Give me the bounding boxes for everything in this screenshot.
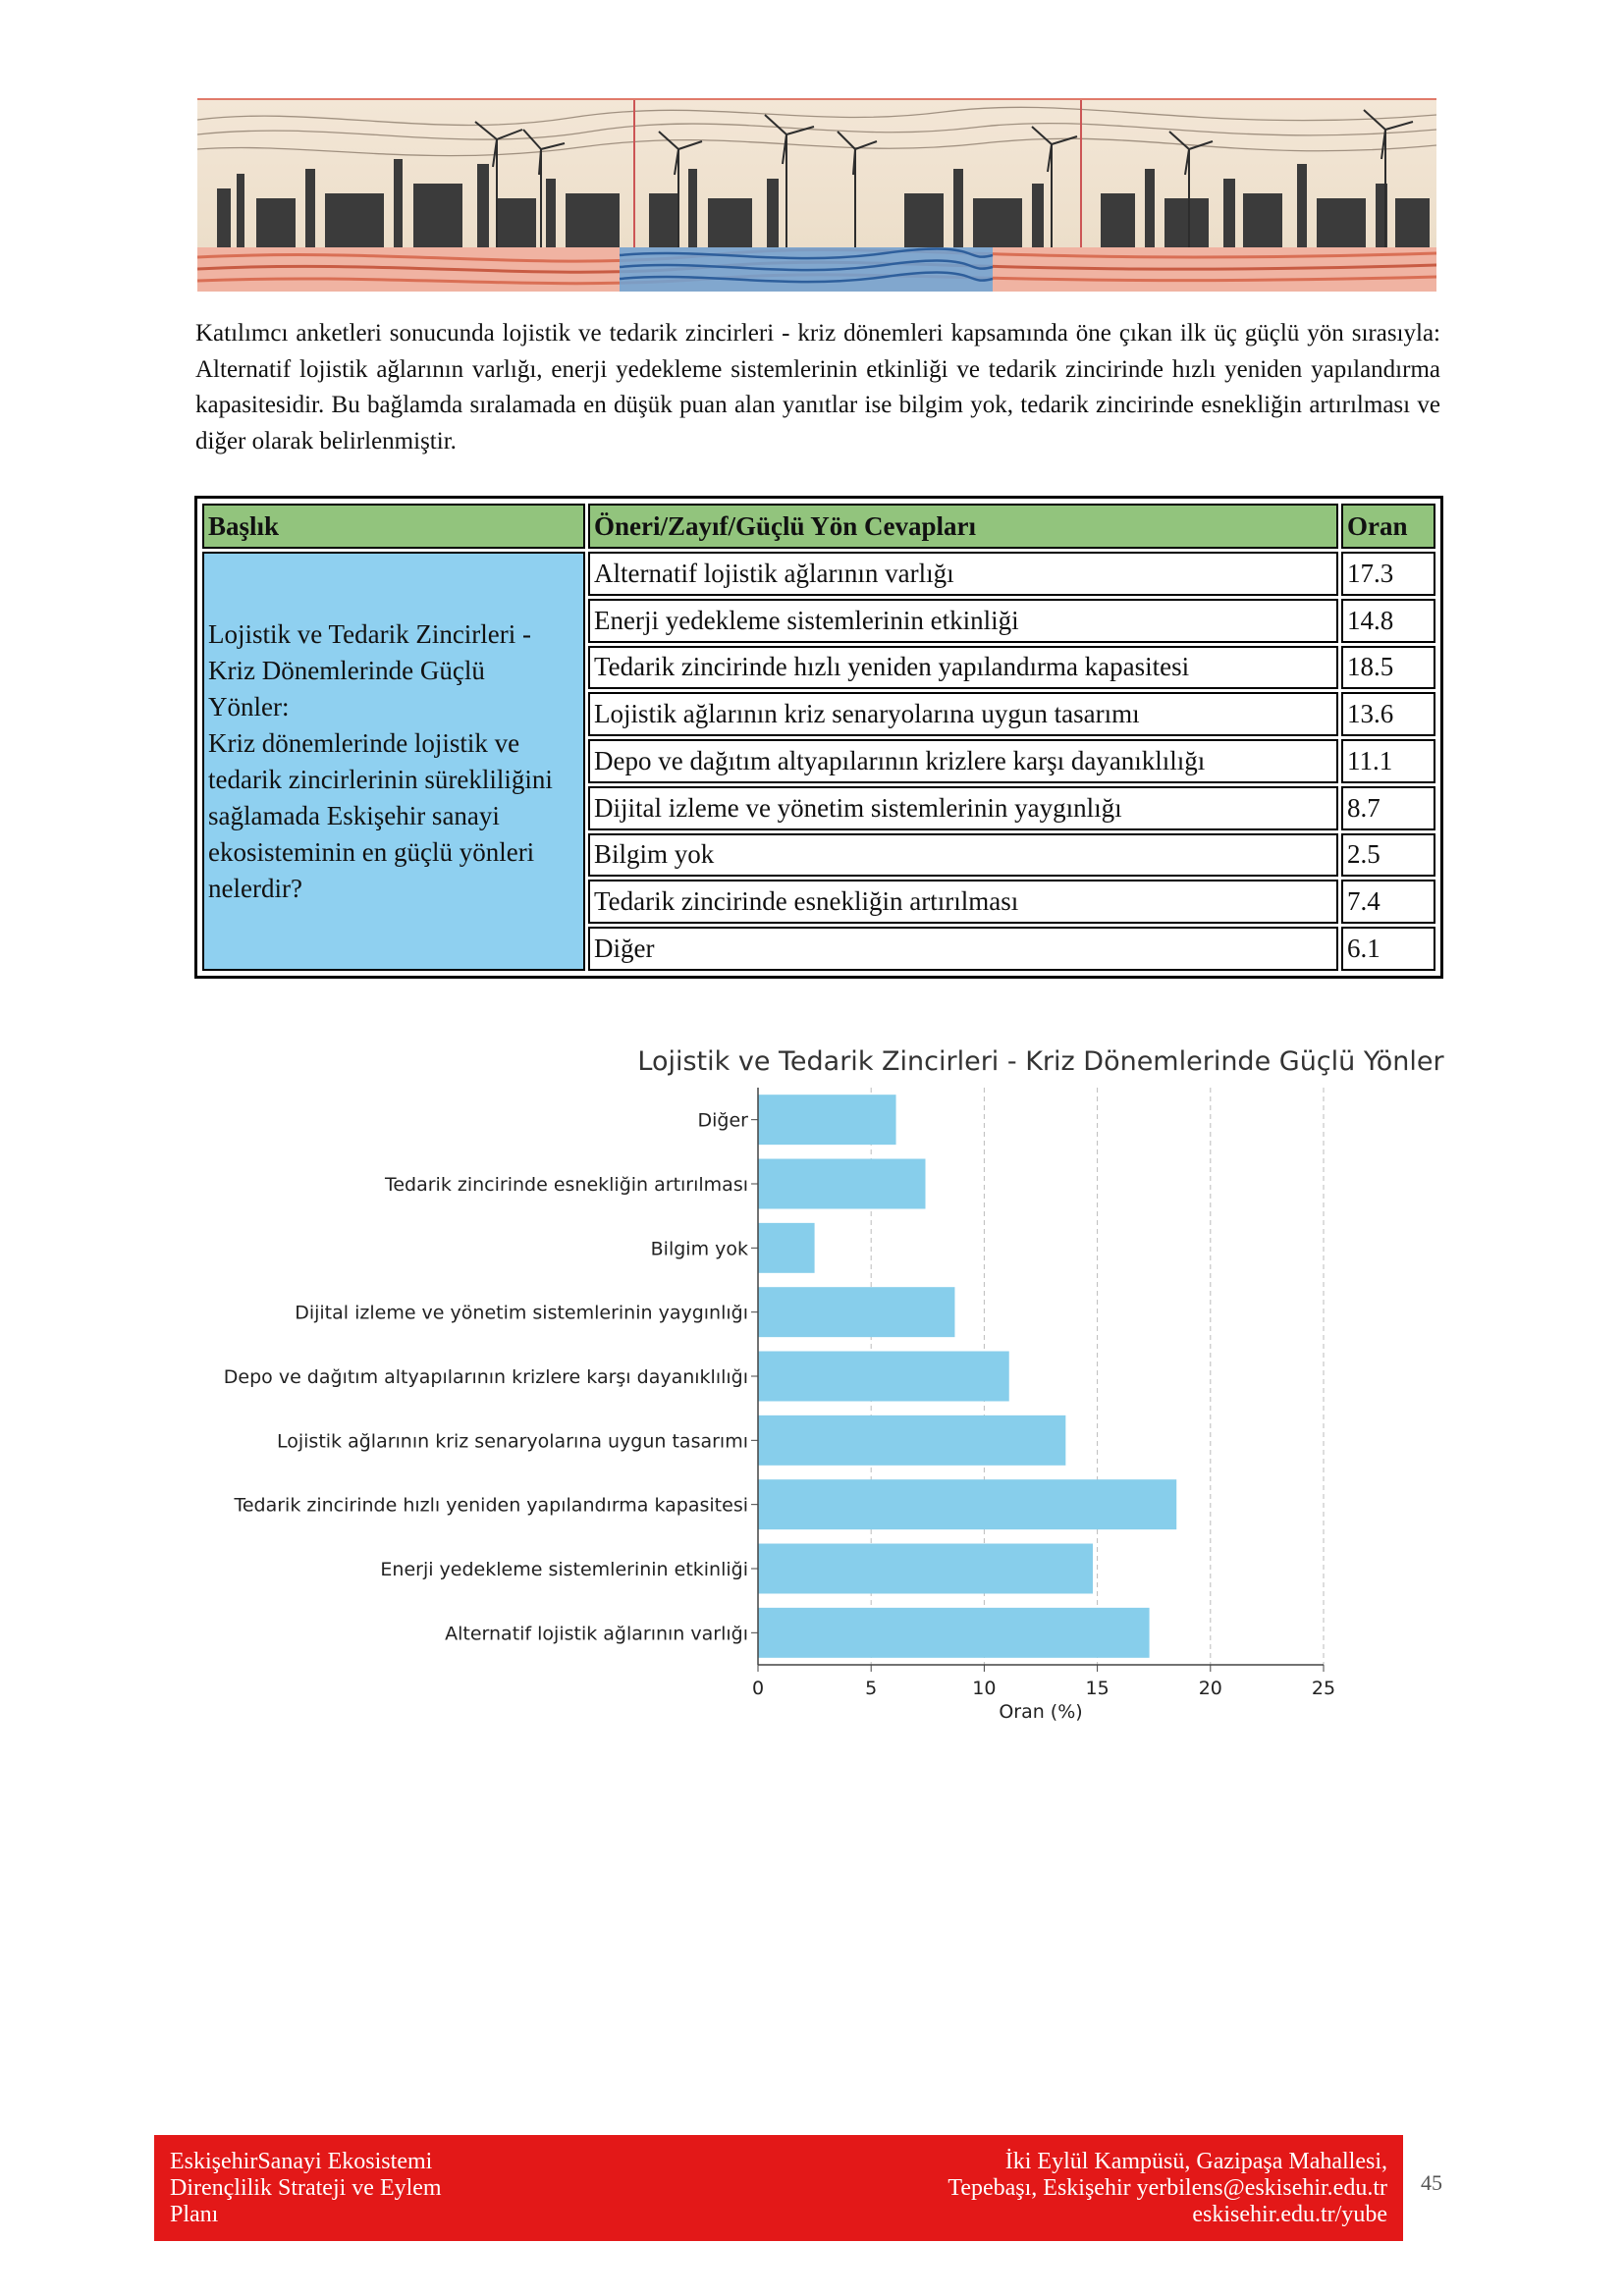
responses-table-grid	[199, 501, 1438, 974]
rate-cell: 6.1	[1341, 927, 1435, 971]
page-footer	[154, 2135, 1403, 2241]
footer-left-line: Dirençlilik Strateji ve Eylem	[170, 2175, 442, 2201]
rate-cell: 13.6	[1341, 692, 1435, 736]
bar-chart-svg	[196, 1041, 1453, 1737]
x-tick-label: 25	[1311, 1678, 1336, 1699]
header-banner-illustration	[197, 98, 1436, 292]
rate-cell: 14.8	[1341, 599, 1435, 643]
bar	[758, 1159, 925, 1209]
answer-cell: Diğer	[588, 927, 1338, 971]
footer-left-line: EskişehirSanayi Ekosistemi	[170, 2149, 433, 2174]
table-row	[202, 552, 1435, 596]
x-tick-label: 20	[1198, 1678, 1222, 1699]
header-answers: Öneri/Zayıf/Güçlü Yön Cevapları	[588, 504, 1338, 549]
bar	[758, 1415, 1065, 1466]
x-tick-label: 15	[1085, 1678, 1110, 1699]
bar	[758, 1223, 815, 1273]
rate-cell: 7.4	[1341, 880, 1435, 924]
responses-table	[194, 496, 1443, 979]
x-axis-label: Oran (%)	[999, 1701, 1083, 1723]
rate-cell: 8.7	[1341, 786, 1435, 830]
rate-cell: 17.3	[1341, 552, 1435, 596]
category-line: tedarik zincirlerinin sürekliliğini	[208, 764, 553, 794]
footer-right-line: Tepebaşı, Eskişehir yerbilens@eskisehir.edu.tr	[947, 2175, 1387, 2201]
footer-contact	[947, 2149, 1387, 2228]
intro-paragraph: Katılımcı anketleri sonucunda lojistik ve tedarik zincirleri - kriz dönemleri kapsamında öne çıkan ilk üç güçlü yön sırasıyla: Alternatif lojistik ağlarının varlığı, enerji yedekleme sistemlerinin etkinliği ve tedarik zincirinde hızlı yeniden yapılandırma kapasitesidir. Bu bağlamda sıralamada en düşük puan alan yanıtlar ise bilgim yok, tedarik zincirinde esnekliğin artırılması ve diğer olarak belirlenmiştir.	[195, 320, 1440, 454]
x-tick-label: 5	[865, 1678, 878, 1699]
header-title: Başlık	[202, 504, 585, 549]
bar	[758, 1287, 954, 1337]
y-tick-label: Dijital izleme ve yönetim sistemlerinin yaygınlığı	[295, 1302, 748, 1324]
answer-cell: Depo ve dağıtım altyapılarının krizlere karşı dayanıklılığı	[588, 739, 1338, 783]
y-tick-label: Lojistik ağlarının kriz senaryolarına uygun tasarımı	[276, 1430, 748, 1453]
x-tick-label: 0	[751, 1678, 765, 1699]
answer-cell: Tedarik zincirinde esnekliğin artırılması	[588, 880, 1338, 924]
answer-cell: Bilgim yok	[588, 833, 1338, 878]
page-number: 45	[1421, 2170, 1442, 2195]
answer-cell: Tedarik zincirinde hızlı yeniden yapılandırma kapasitesi	[588, 646, 1338, 690]
answer-cell: Alternatif lojistik ağlarının varlığı	[588, 552, 1338, 596]
category-line: Lojistik ve Tedarik Zincirleri -	[208, 618, 532, 649]
y-tick-label: Alternatif lojistik ağlarının varlığı	[445, 1623, 748, 1645]
rate-cell: 2.5	[1341, 833, 1435, 878]
category-line: sağlamada Eskişehir sanayi	[208, 800, 500, 830]
chart-title: Lojistik ve Tedarik Zincirleri - Kriz Dönemlerinde Güçlü Yönler	[637, 1046, 1444, 1077]
bar	[758, 1544, 1093, 1594]
footer-document-title	[170, 2149, 494, 2228]
x-tick-label: 10	[972, 1678, 997, 1699]
category-line: Yönler:	[208, 691, 290, 721]
footer-right-line: İki Eylül Kampüsü, Gazipaşa Mahallesi,	[1004, 2149, 1387, 2174]
rate-cell: 11.1	[1341, 739, 1435, 783]
category-line: nelerdir?	[208, 873, 302, 903]
y-tick-label: Diğer	[697, 1109, 748, 1132]
y-tick-label: Depo ve dağıtım altyapılarının krizlere karşı dayanıklılığı	[223, 1366, 748, 1388]
answer-cell: Dijital izleme ve yönetim sistemlerinin yaygınlığı	[588, 786, 1338, 830]
y-tick-label: Enerji yedekleme sistemlerinin etkinliği	[380, 1559, 748, 1580]
bar	[758, 1479, 1176, 1529]
answer-cell: Enerji yedekleme sistemlerinin etkinliği	[588, 599, 1338, 643]
bar	[758, 1352, 1009, 1402]
bar	[758, 1608, 1150, 1658]
category-line: Kriz dönemlerinde lojistik ve	[208, 727, 520, 758]
header-rate: Oran	[1341, 504, 1435, 549]
category-line: ekosisteminin en güçlü yönleri	[208, 836, 535, 867]
category-cell	[202, 552, 585, 971]
y-tick-label: Tedarik zincirinde esnekliğin artırılması	[384, 1174, 748, 1196]
rate-cell: 18.5	[1341, 646, 1435, 690]
answer-cell: Lojistik ağlarının kriz senaryolarına uygun tasarımı	[588, 692, 1338, 736]
footer-left-line: Planı	[170, 2202, 219, 2227]
bar	[758, 1095, 896, 1145]
y-tick-label: Bilgim yok	[650, 1238, 748, 1260]
category-line: Kriz Dönemlerinde Güçlü	[208, 655, 485, 685]
footer-right-line: eskisehir.edu.tr/yube	[1192, 2202, 1387, 2227]
y-tick-label: Tedarik zincirinde hızlı yeniden yapılandırma kapasitesi	[234, 1494, 748, 1517]
bar-chart	[196, 1041, 1453, 1737]
